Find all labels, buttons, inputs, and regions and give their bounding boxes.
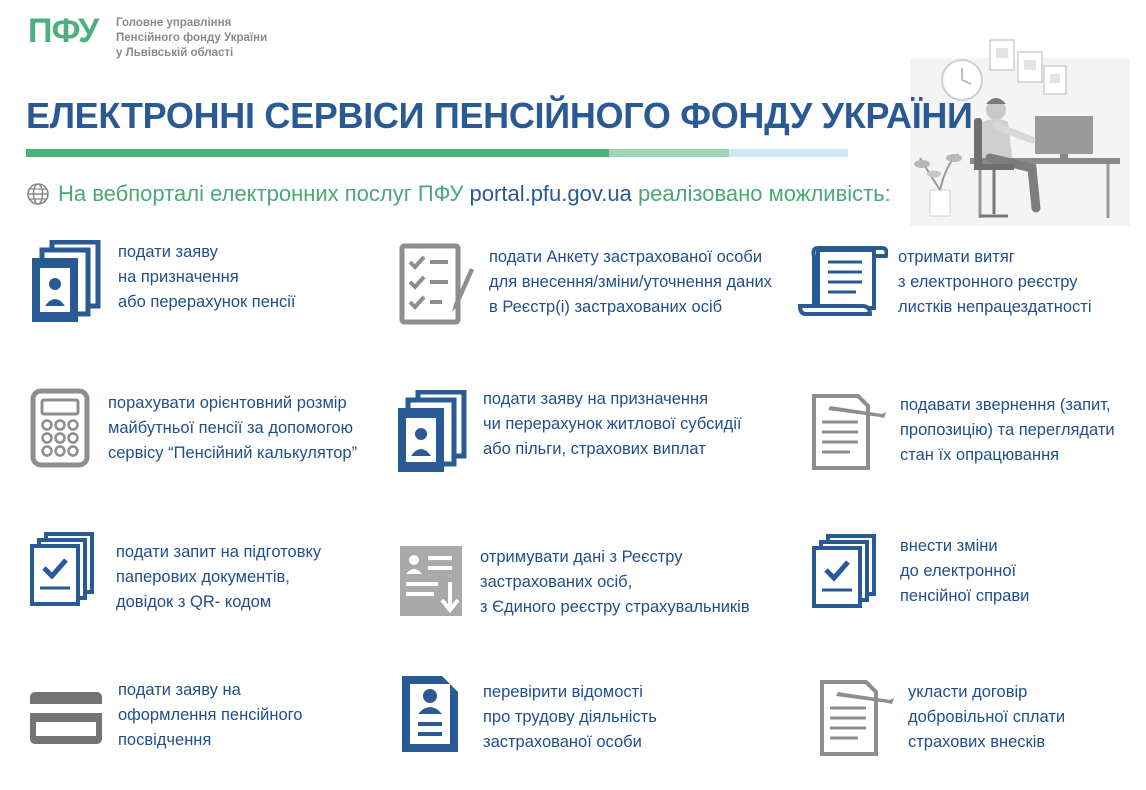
service-line: подати запит на підготовку — [116, 543, 322, 561]
pfu-logo: ПФУ — [28, 12, 99, 50]
service-line: або перерахунок пенсії — [118, 293, 296, 311]
service-line: про трудову діяльність — [483, 708, 657, 726]
service-line: для внесення/зміни/уточнення даних — [489, 273, 772, 291]
service-line: пенсійної справи — [900, 587, 1030, 605]
org-line: Головне управління — [116, 17, 232, 29]
org-line: у Львівській області — [116, 47, 234, 59]
service-line: подавати звернення (запит, — [900, 396, 1111, 414]
service-line: подати заяву — [118, 243, 218, 261]
document-pen-icon — [818, 678, 898, 758]
checked-documents-icon — [812, 534, 878, 608]
service-line: подати Анкету застрахованої особи — [489, 248, 763, 266]
service-item-10[interactable] — [118, 678, 302, 753]
service-line: в Реєстр(і) застрахованих осіб — [489, 298, 723, 316]
document-pen-icon — [810, 392, 890, 472]
service-line: перевірити відомості — [483, 683, 643, 701]
service-item-9[interactable] — [900, 534, 1029, 609]
portal-link[interactable]: portal.pfu.gov.ua — [469, 181, 632, 206]
calculator-icon — [30, 388, 90, 468]
service-line: сервісу “Пенсійний калькулятор” — [108, 444, 358, 462]
service-line: з Єдиного реєстру страхувальників — [480, 598, 750, 616]
service-item-6[interactable] — [900, 393, 1115, 468]
service-line: добровільної сплати — [908, 708, 1066, 726]
service-line: стан їх опрацювання — [900, 446, 1060, 464]
service-line: подати заяву на — [118, 681, 241, 699]
profile-documents-icon — [30, 240, 102, 326]
service-item-1[interactable] — [118, 240, 296, 315]
service-line: майбутньої пенсії за допомогою — [108, 419, 353, 437]
title-underline-light-blue — [729, 149, 848, 157]
person-document-icon — [400, 674, 462, 754]
service-line: або пільги, страхових виплат — [483, 440, 706, 458]
title-underline-light-green — [609, 149, 729, 157]
service-item-7[interactable] — [116, 540, 321, 615]
service-line: листків непрацездатності — [898, 298, 1092, 316]
service-line: внести зміни — [900, 537, 998, 555]
service-line: оформлення пенсійного — [118, 706, 303, 724]
service-item-3[interactable] — [898, 245, 1092, 320]
title-underline-green — [26, 149, 609, 157]
service-item-5[interactable] — [483, 387, 741, 462]
service-line: порахувати орієнтовний розмір — [108, 394, 347, 412]
service-line: отримувати дані з Реєстру — [480, 548, 683, 566]
intro-part1: На вебпорталі електронних послуг ПФУ — [58, 181, 464, 206]
service-line: страхових внесків — [908, 733, 1046, 751]
service-line: паперових документів, — [116, 568, 290, 586]
service-item-11[interactable] — [483, 680, 657, 755]
scroll-document-icon — [796, 244, 888, 320]
service-item-2[interactable] — [489, 245, 772, 320]
service-line: до електронної — [900, 562, 1017, 580]
service-item-4[interactable] — [108, 391, 357, 466]
checklist-pencil-icon — [398, 242, 482, 326]
service-line: подати заяву на призначення — [483, 390, 709, 408]
page-title: ЕЛЕКТРОННІ СЕРВІСИ ПЕНСІЙНОГО ФОНДУ УКРАЇНИ — [26, 95, 973, 136]
service-line: укласти договір — [908, 683, 1028, 701]
service-line: довідок з QR- кодом — [116, 593, 272, 611]
intro-part2: реалізовано можливість: — [637, 181, 891, 206]
profile-documents-icon — [396, 390, 468, 476]
download-document-icon — [398, 544, 468, 618]
service-line: застрахованої особи — [483, 733, 642, 751]
bank-card-icon — [28, 690, 104, 746]
service-item-8[interactable] — [480, 545, 750, 620]
service-line: пропозицію) та переглядати — [900, 421, 1115, 439]
org-line: Пенсійного фонду України — [116, 32, 268, 44]
organization-name — [116, 16, 267, 61]
service-line: посвідчення — [118, 731, 212, 749]
globe-icon — [26, 182, 50, 206]
service-line: отримати витяг — [898, 248, 1015, 266]
service-line: застрахованих осіб, — [480, 573, 633, 591]
intro-text — [58, 181, 891, 207]
service-line: чи перерахунок житлової субсидії — [483, 415, 742, 433]
service-line: з електронного реєстру — [898, 273, 1078, 291]
service-line: на призначення — [118, 268, 239, 286]
service-item-12[interactable] — [908, 680, 1065, 755]
checked-documents-icon — [30, 532, 96, 606]
